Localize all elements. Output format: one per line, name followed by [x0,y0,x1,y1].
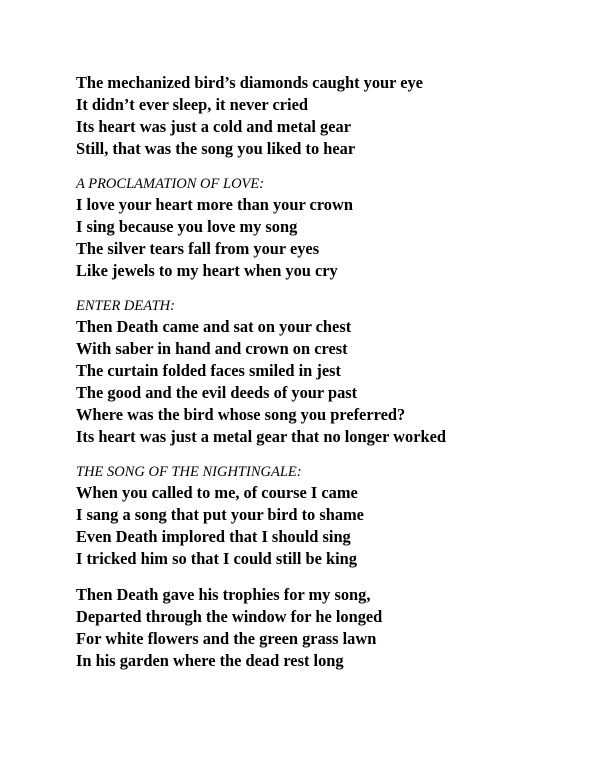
poem-line: The silver tears fall from your eyes [76,239,320,258]
poem-line: Its heart was just a metal gear that no longer worked [76,427,446,446]
stanza-3 [76,296,576,448]
poem-line: Departed through the window for he longed [76,607,383,626]
poem-line: I tricked him so that I could still be king [76,549,357,568]
poem-line: Then Death gave his trophies for my song, [76,585,371,604]
stanza-4 [76,462,576,570]
poem-line: For white flowers and the green grass lawn [76,629,377,648]
poem-line: Even Death implored that I should sing [76,527,351,546]
poem-line: Still, that was the song you liked to hear [76,139,356,158]
stanza-1 [76,72,576,160]
poem-line: When you called to me, of course I came [76,483,358,502]
poem-line: In his garden where the dead rest long [76,651,344,670]
poem-line: I sing because you love my song [76,217,298,236]
poem-line: The mechanized bird’s diamonds caught your eye [76,73,423,92]
stanza-heading: ENTER DEATH: [76,298,175,314]
poem-line: With saber in hand and crown on crest [76,339,348,358]
poem-line: Like jewels to my heart when you cry [76,261,338,280]
stanza-5 [76,584,576,672]
poem-line: The good and the evil deeds of your past [76,383,358,402]
stanza-2 [76,174,576,282]
stanza-heading: A PROCLAMATION OF LOVE: [76,176,265,192]
poem-line: Then Death came and sat on your chest [76,317,352,336]
poem-line: I sang a song that put your bird to shame [76,505,364,524]
poem-line: Where was the bird whose song you preferred? [76,405,406,424]
poem-line: It didn’t ever sleep, it never cried [76,95,309,114]
poem-page [76,72,576,686]
poem-line: I love your heart more than your crown [76,195,353,214]
poem-line: Its heart was just a cold and metal gear [76,117,351,136]
stanza-heading: THE SONG OF THE NIGHTINGALE: [76,464,302,480]
poem-line: The curtain folded faces smiled in jest [76,361,341,380]
